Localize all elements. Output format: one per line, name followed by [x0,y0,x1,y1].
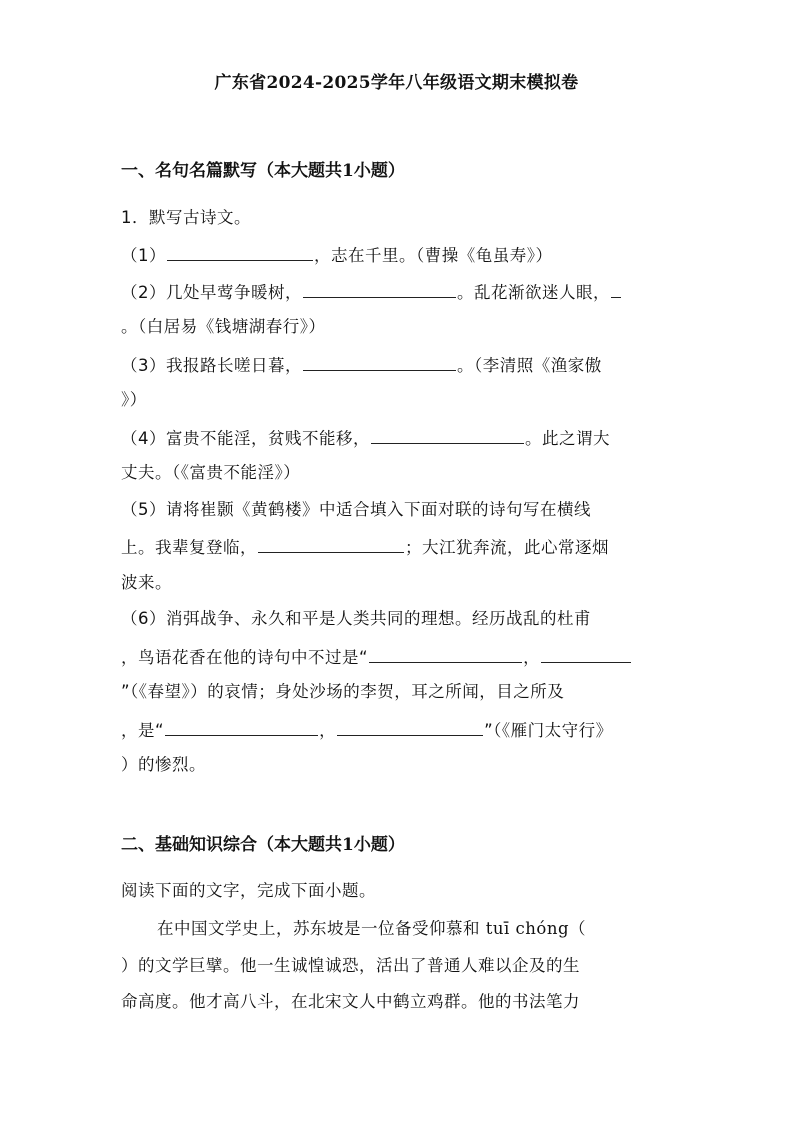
fill-blank[interactable] [611,280,621,298]
line-text: 》） [121,390,147,409]
fill-blank[interactable] [167,243,313,261]
line-text: （5）请将崔颢《黄鹤楼》中适合填入下面对联的诗句写在横线 [121,500,591,519]
fill-blank[interactable] [165,718,318,736]
text-line [121,353,681,377]
fill-blank[interactable] [303,280,456,298]
question-label: 1．默写古诗文。 [121,208,251,227]
text-line [121,955,681,977]
line-text: ”（《春望》）的哀情；身处沙场的李贺，耳之所闻，目之所及 [121,682,565,701]
text-line [121,681,681,703]
line-text: （ [569,919,587,938]
line-text: ；大江犹奔流，此心常逐烟 [405,538,609,557]
line-text: 上。我辈复登临， [121,538,257,557]
line-text: 波来。 [121,573,172,592]
text-line [121,316,681,338]
text-line [121,718,681,742]
line-text: ）的惨烈。 [121,755,206,774]
line-text: （4）富贵不能淫，贫贱不能移， [121,429,370,448]
text-line [121,991,681,1013]
line-text: ， [319,721,337,740]
line-text: 丈夫。（《富贵不能淫》） [121,463,301,482]
page-title: 广东省2024-2025学年八年级语文期末模拟卷 [214,73,579,93]
text-line [121,426,681,450]
line-text: （6）消弭战争、永久和平是人类共同的理想。经历战乱的杜甫 [121,609,591,628]
text-line [121,462,681,484]
reading-intro: 阅读下面的文字，完成下面小题。 [121,881,376,900]
text-line [121,645,681,669]
text-line [121,499,681,521]
line-text: ，志在千里。（曹操《龟虽寿》） [314,246,553,265]
text-line [121,608,681,630]
line-text: （2）几处早莺争暖树， [121,283,302,302]
line-text: 。（李清照《渔家傲 [457,356,602,375]
line-text: ）的文学巨擘。他一生诚惶诚恐，活出了普通人难以企及的生 [121,956,580,975]
section-heading-2: 二、基础知识综合（本大题共1小题） [121,835,405,855]
fill-blank[interactable] [258,535,404,553]
line-text: ，鸟语花香在他的诗句中不过是“ [121,648,369,667]
text-line [157,918,681,940]
line-text: 。（白居易《钱塘湖春行》） [121,317,326,336]
pinyin-text: tuī chóng [485,919,570,938]
fill-blank[interactable] [541,645,631,663]
fill-blank[interactable] [371,426,524,444]
section-heading-1: 一、名句名篇默写（本大题共1小题） [121,161,405,181]
fill-blank[interactable] [303,353,456,371]
line-text: （1） [121,246,166,265]
text-line [121,535,681,559]
line-text: 。乱花渐欲迷人眼， [457,283,610,302]
fill-blank[interactable] [337,718,483,736]
line-text: （3）我报路长嗟日暮， [121,356,302,375]
text-line [121,754,681,776]
line-text: ”（《雁门太守行》 [484,721,613,740]
text-line [121,389,681,411]
line-text: ， [523,648,541,667]
text-line [121,243,681,267]
text-line [121,572,681,594]
line-text: 。此之谓大 [525,429,610,448]
line-text: ，是“ [121,721,165,740]
text-line [121,280,681,304]
line-text: 命高度。他才高八斗，在北宋文人中鹤立鸡群。他的书法笔力 [121,992,580,1011]
fill-blank[interactable] [369,645,522,663]
line-text: 在中国文学史上，苏东坡是一位备受仰慕和 [157,919,486,938]
